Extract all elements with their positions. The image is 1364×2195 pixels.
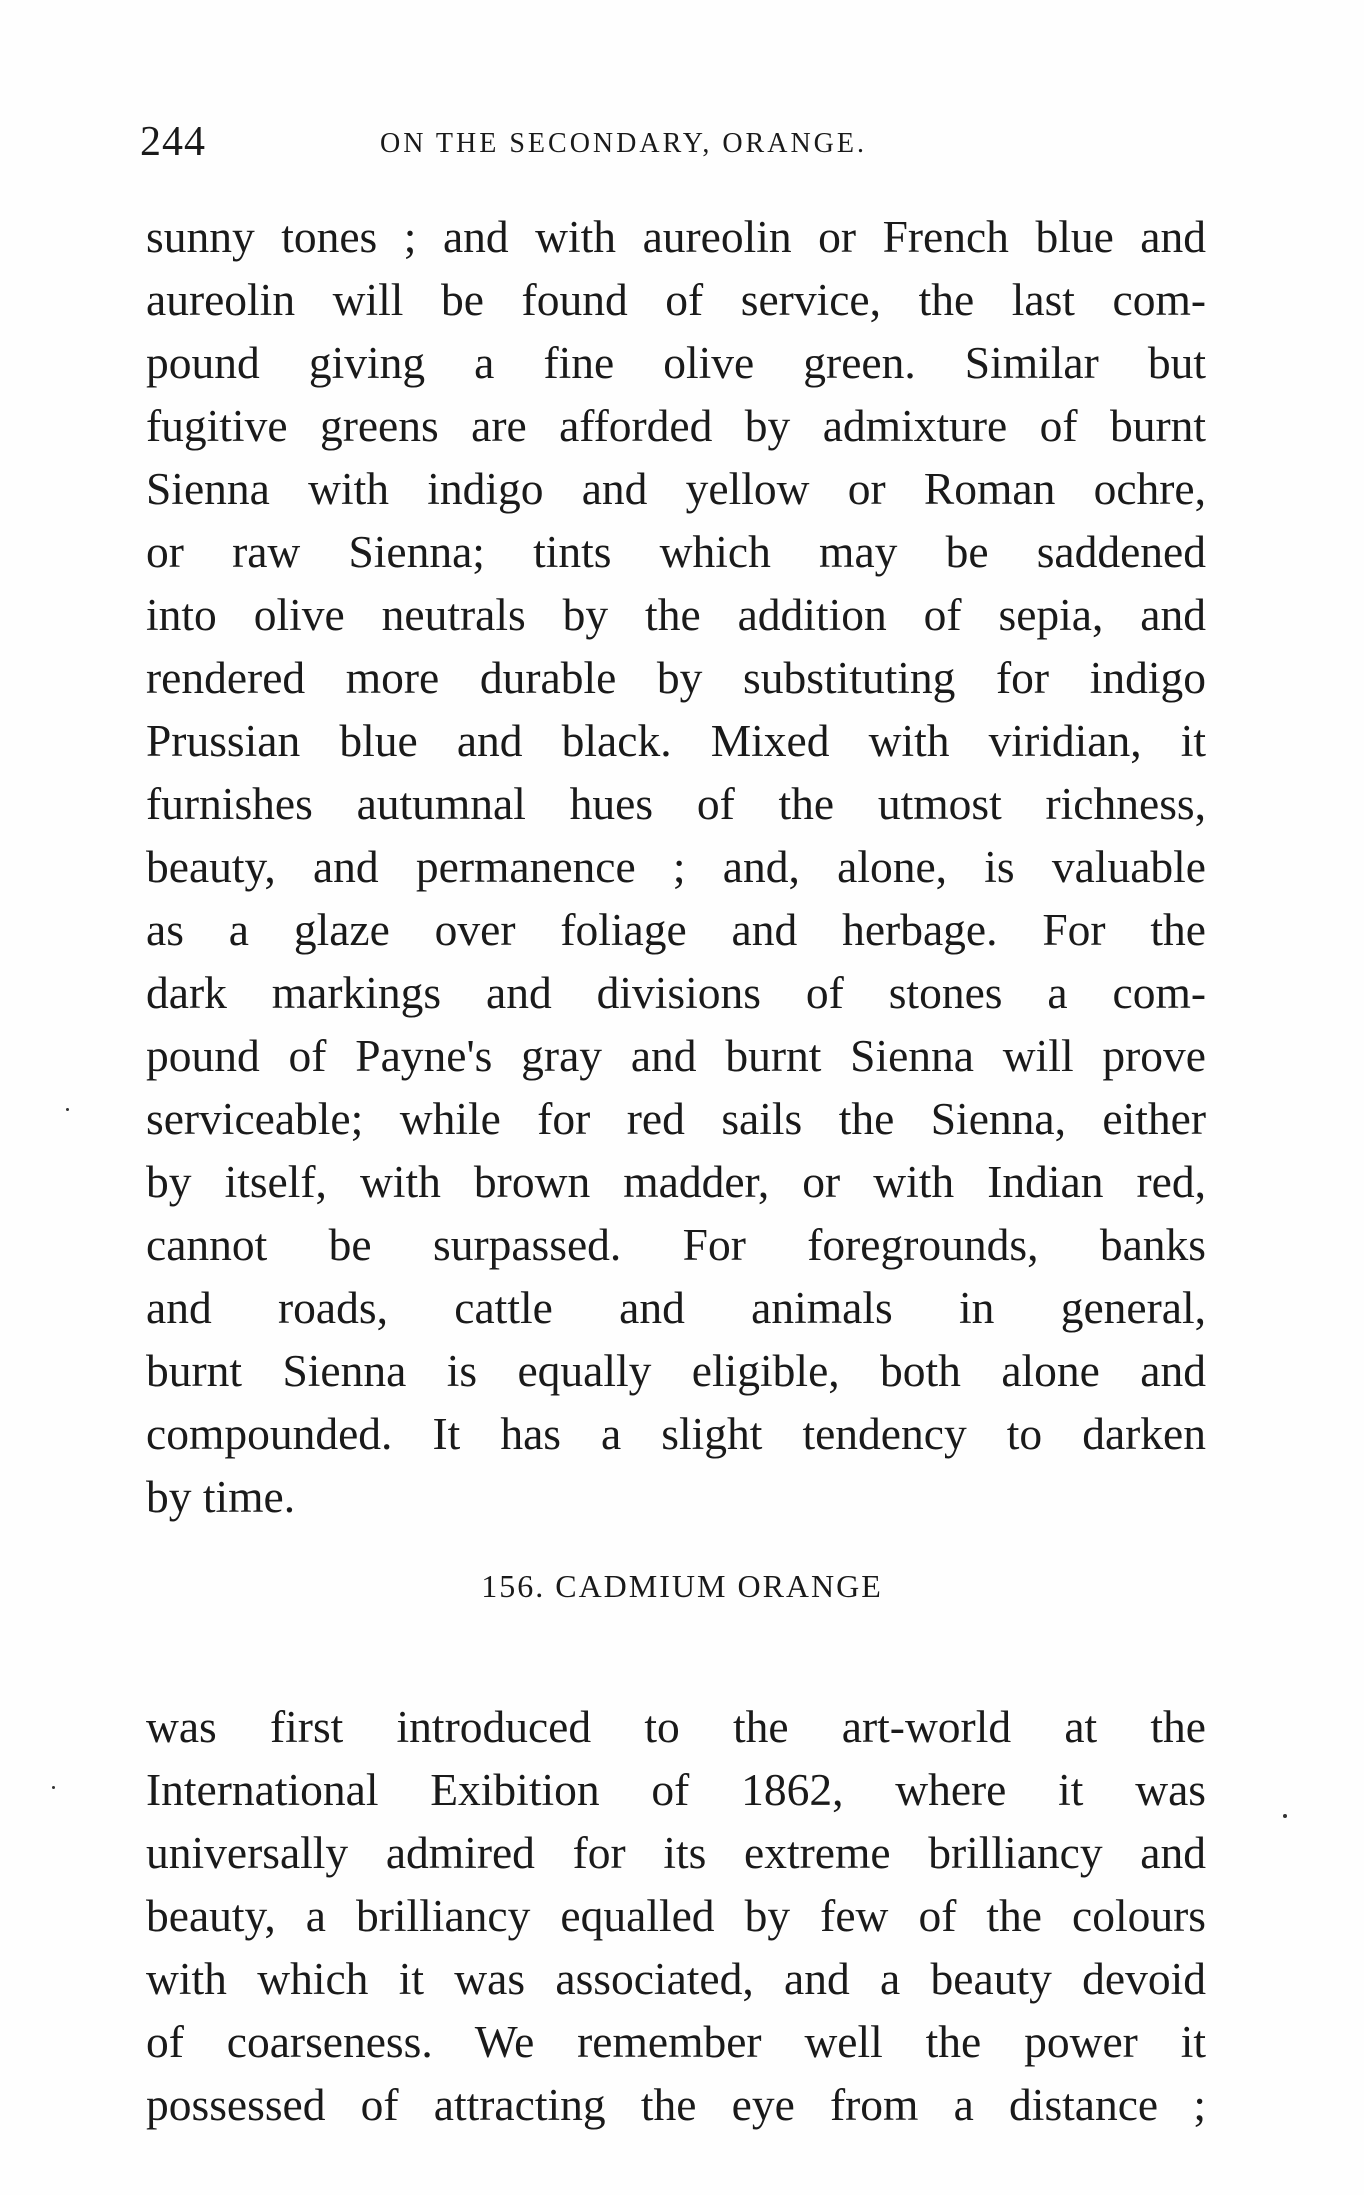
section-heading: 156. CADMIUM ORANGE	[481, 1568, 883, 1604]
text-line: serviceable; while for red sails the Sienna, either	[146, 1093, 1206, 1144]
print-speck	[66, 1108, 69, 1111]
text-line: into olive neutrals by the addition of sepia, and	[146, 589, 1206, 640]
text-line: aureolin will be found of service, the last com-	[146, 274, 1206, 325]
text-line: beauty, a brilliancy equalled by few of the colours	[146, 1890, 1206, 1941]
text-line: Sienna with indigo and yellow or Roman ochre,	[146, 463, 1206, 514]
text-line: by itself, with brown madder, or with Indian red,	[146, 1156, 1206, 1207]
text-line: beauty, and permanence ; and, alone, is valuable	[146, 841, 1206, 892]
text-line: burnt Sienna is equally eligible, both alone and	[146, 1345, 1206, 1396]
text-line: furnishes autumnal hues of the utmost richness,	[146, 778, 1206, 829]
body-paragraph	[146, 205, 1206, 1528]
text-line: pound giving a fine olive green. Similar but	[146, 337, 1206, 388]
text-line: or raw Sienna; tints which may be saddened	[146, 526, 1206, 577]
text-line: Prussian blue and black. Mixed with viridian, it	[146, 715, 1206, 766]
page-number: 244	[140, 119, 206, 165]
text-line: possessed of attracting the eye from a distance ;	[146, 2079, 1206, 2130]
running-head	[140, 118, 1220, 168]
running-title: ON THE SECONDARY, ORANGE.	[380, 128, 868, 159]
section-paragraph	[146, 1695, 1206, 2136]
text-line: with which it was associated, and a beauty devoid	[146, 1953, 1206, 2004]
print-speck	[1283, 1814, 1287, 1818]
text-line: sunny tones ; and with aureolin or French blue and	[146, 211, 1206, 262]
text-line: dark markings and divisions of stones a com-	[146, 967, 1206, 1018]
text-line: and roads, cattle and animals in general,	[146, 1282, 1206, 1333]
text-line: was first introduced to the art-world at the	[146, 1701, 1206, 1752]
text-line: of coarseness. We remember well the power it	[146, 2016, 1206, 2067]
text-line: pound of Payne's gray and burnt Sienna will prove	[146, 1030, 1206, 1081]
text-line: as a glaze over foliage and herbage. For the	[146, 904, 1206, 955]
text-line: by time.	[146, 1471, 296, 1522]
print-speck	[52, 1786, 55, 1789]
text-line: International Exibition of 1862, where it was	[146, 1764, 1206, 1815]
text-line: cannot be surpassed. For foregrounds, banks	[146, 1219, 1206, 1270]
text-line: fugitive greens are afforded by admixture of burnt	[146, 400, 1206, 451]
text-line: universally admired for its extreme brilliancy and	[146, 1827, 1206, 1878]
text-line: rendered more durable by substituting for indigo	[146, 652, 1206, 703]
text-line: compounded. It has a slight tendency to darken	[146, 1408, 1206, 1459]
